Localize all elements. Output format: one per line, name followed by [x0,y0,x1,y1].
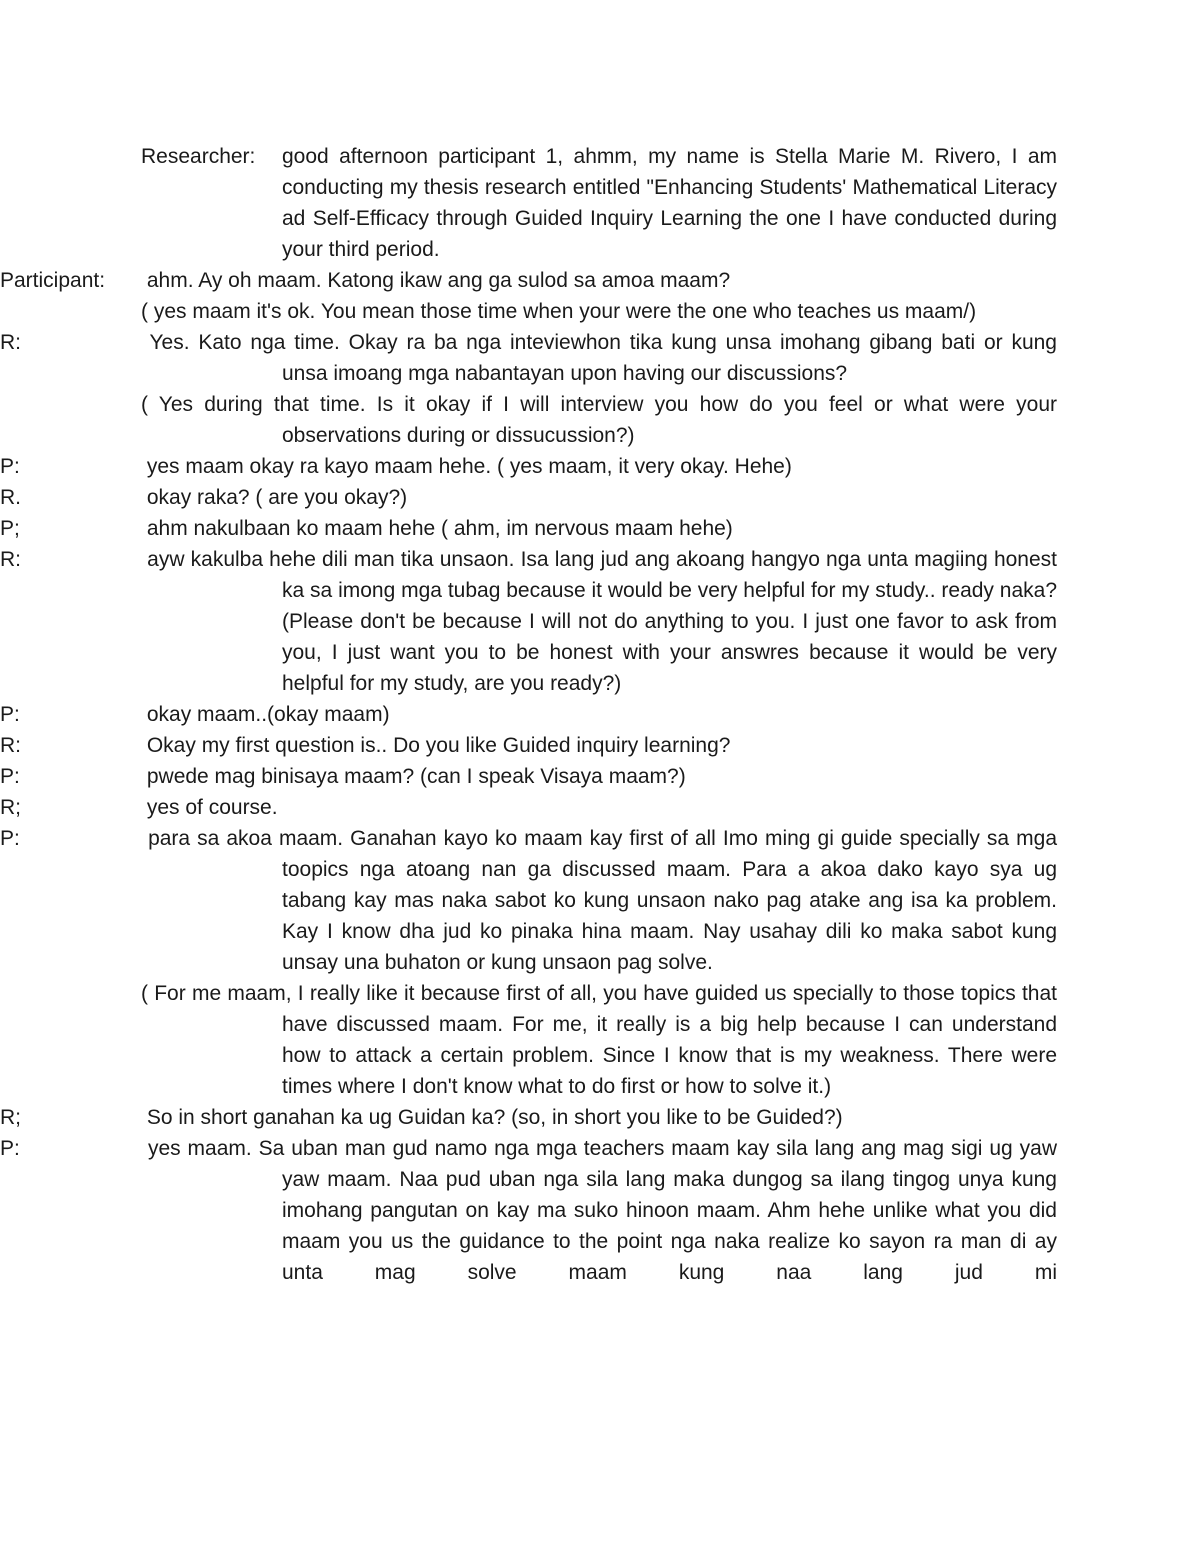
transcript-turn: R: Yes. Kato nga time. Okay ra ba nga inteviewhon tika kung unsa imohang gibang bati or kung unsa imoang mga nabantayan upon having our discussions? [0,331,1057,385]
turn-text: ( For me maam, I really like it because first of all, you have guided us specially to those topics that have discussed maam. For me, it really is a big help because I can understand how to attack a certain problem. Since I know that is my weakness. There were times where I don't know what to do first or how to solve it.) [141,982,1057,1098]
transcript-turn: P: pwede mag binisaya maam? (can I speak Visaya maam?) [0,765,686,788]
transcript-turn: R: Okay my first question is.. Do you like Guided inquiry learning? [0,734,731,757]
turn-text: para sa akoa maam. Ganahan kayo ko maam kay first of all Imo ming gi guide specially sa mga toopics nga atoang nan ga discussed maam. Para a akoa dako kayo sya ug tabang kay mas naka sabot ko kung unsaon nako pag atake ang isa ka problem. Kay I know dha jud ko pinaka hina maam. Nay usahay dili ko maka sabot kung unsay una buhaton or kung unsaon pag solve. [148,827,1057,974]
turn-text: good afternoon participant 1, ahmm, my name is Stella Marie M. Rivero, I am conducting my thesis research entitled "Enhancing Students' Mathematical Literacy ad Self-Efficacy through Guided Inquiry Learning the one I have conducted during your third period. [282,145,1057,261]
transcript-turn: R; So in short ganahan ka ug Guidan ka? (so, in short you like to be Guided?) [0,1106,843,1129]
transcript-turn-researcher-intro [141,141,1057,265]
transcript-translation [141,296,1057,327]
interview-transcript [0,141,1057,1288]
turn-text: yes maam okay ra kayo maam hehe. ( yes maam, it very okay. Hehe) [146,455,792,478]
speaker-label: Researcher: [141,145,256,168]
turn-text: yes maam. Sa uban man gud namo nga mga teachers maam kay sila lang ang mag sigi ug yaw yaw maam. Naa pud uban nga sila lang maka dungog sa ilang tingog unya kung imohang pangutan on kay ma suko hinoon maam. Ahm hehe unlike what you did maam you us the guidance to the point nga naka realize ko sayon ra man di ay unta mag solve maam kung naa lang jud mi [147,1137,1057,1284]
turn-text: So in short ganahan ka ug Guidan ka? (so, in short you like to be Guided?) [146,1106,843,1129]
transcript-translation [141,978,1057,1102]
transcript-turn: Participant: ahm. Ay oh maam. Katong ikaw ang ga sulod sa amoa maam? [0,269,731,292]
turn-text: ahm nakulbaan ko maam hehe ( ahm, im nervous maam hehe) [146,517,733,540]
transcript-turn: R; yes of course. [0,796,278,819]
turn-text: ( yes maam it's ok. You mean those time when your were the one who teaches us maam/) [141,300,977,323]
turn-text: ayw kakulba hehe dili man tika unsaon. Isa lang jud ang akoang hangyo nga unta magiing honest ka sa imong mga tubag because it would be very helpful for my study.. ready naka? (Please don't be because I will not do anything to you. I just one favor to ask from you, I just want you to be honest with your answres because it would be very helpful for my study, are you ready?) [147,548,1057,695]
transcript-turn: R. okay raka? ( are you okay?) [0,486,408,509]
turn-text: Yes. Kato nga time. Okay ra ba nga inteviewhon tika kung unsa imohang gibang bati or kung unsa imoang mga nabantayan upon having our discussions? [149,331,1057,385]
turn-text: yes of course. [146,796,278,819]
transcript-turn: P: para sa akoa maam. Ganahan kayo ko maam kay first of all Imo ming gi guide specially sa mga toopics nga atoang nan ga discussed maam. Para a akoa dako kayo sya ug tabang kay mas naka sabot ko kung unsaon nako pag atake ang isa ka problem. Kay I know dha jud ko pinaka hina maam. Nay usahay dili ko maka sabot kung unsay una buhaton or kung unsaon pag solve. [0,827,1057,974]
transcript-turn: P: okay maam..(okay maam) [0,703,390,726]
turn-text: ( Yes during that time. Is it okay if I will interview you how do you feel or what were your observations during or dissucussion?) [141,393,1057,447]
transcript-translation [141,389,1057,451]
transcript-turn: P: yes maam. Sa uban man gud namo nga mga teachers maam kay sila lang ang mag sigi ug yaw yaw maam. Naa pud uban nga sila lang maka dungog sa ilang tingog unya kung imohang pangutan on kay ma suko hinoon maam. Ahm hehe unlike what you did maam you us the guidance to the point nga naka realize ko sayon ra man di ay unta mag solve maam kung naa lang jud mi [0,1137,1057,1284]
transcript-turn: P; ahm nakulbaan ko maam hehe ( ahm, im nervous maam hehe) [0,517,733,540]
turn-text: okay raka? ( are you okay?) [146,486,408,509]
transcript-turn: P: yes maam okay ra kayo maam hehe. ( yes maam, it very okay. Hehe) [0,455,792,478]
turn-text: Okay my first question is.. Do you like Guided inquiry learning? [146,734,731,757]
transcript-turn: R: ayw kakulba hehe dili man tika unsaon. Isa lang jud ang akoang hangyo nga unta magiing honest ka sa imong mga tubag because it would be very helpful for my study.. ready naka? (Please don't be because I will not do anything to you. I just one favor to ask from you, I just want you to be honest with your answres because it would be very helpful for my study, are you ready?) [0,548,1057,695]
turn-text: ahm. Ay oh maam. Katong ikaw ang ga sulod sa amoa maam? [146,269,731,292]
turn-text: pwede mag binisaya maam? (can I speak Visaya maam?) [146,765,686,788]
turn-text: okay maam..(okay maam) [146,703,390,726]
